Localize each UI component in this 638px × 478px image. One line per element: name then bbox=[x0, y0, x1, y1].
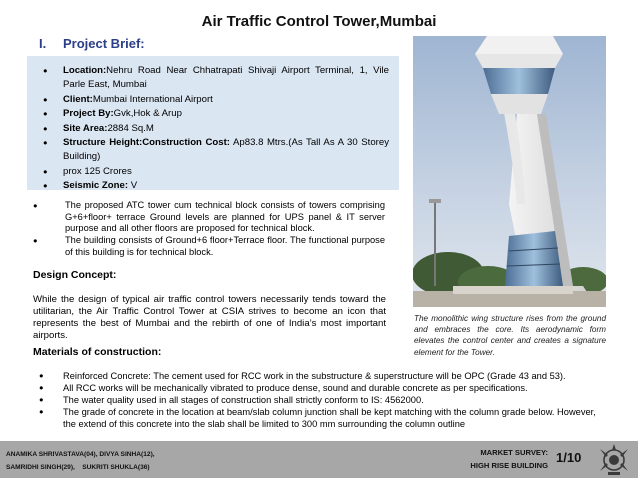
footer-bar bbox=[0, 441, 638, 478]
brief-label: Project By: bbox=[63, 108, 114, 120]
brief-value: Mumbai International Airport bbox=[92, 93, 213, 105]
survey-line: MARKET SURVEY: bbox=[480, 448, 548, 457]
tower-photo bbox=[413, 36, 606, 307]
brief-item-site-area bbox=[43, 122, 389, 136]
brief-list bbox=[43, 64, 389, 194]
photo-caption: The monolithic wing structure rises from the ground and embraces the core. Its aerodynamic form elevates the control center and creates a signature element for the Tower. bbox=[414, 314, 606, 357]
design-concept-heading: Design Concept: bbox=[33, 269, 117, 281]
authors-line: ANAMIKA SHRIVASTAVA(04), DIVYA SINHA(12), bbox=[6, 451, 155, 458]
materials-item: ● The water quality used in all stages of construction shall strictly conform to IS: 4562000. bbox=[39, 394, 609, 406]
brief-label: Location: bbox=[63, 65, 107, 76]
notes-list bbox=[33, 200, 385, 259]
materials-item: ● Reinforced Concrete: The cement used for RCC work in the substructure & superstructure will be OPC (Grade 43 and 53). bbox=[39, 370, 609, 382]
brief-item-seismic-zone bbox=[43, 179, 389, 193]
page-number: 1/10 bbox=[556, 450, 582, 465]
brief-value: Nehru Road Near Chhatrapati Shivaji Airport Terminal, 1, Vile Parle East, Mumbai bbox=[63, 65, 389, 91]
note-item: ● The proposed ATC tower cum technical block consists of towers comprising G+6+floor+ terrace Ground levels are planned for UPS panel & IT server purpose and all other floors are proposed for technical block. bbox=[33, 200, 385, 235]
materials-item: ● All RCC works will be mechanically vibrated to produce dense, sound and durable concrete as per specifications. bbox=[39, 382, 609, 394]
materials-item: ● The grade of concrete in the location at beam/slab column junction shall be kept matching with the column grade below. However, the extend of this concrete into the slab shall be limited to 300 mm surrounding the column outline bbox=[39, 406, 609, 430]
design-concept-text: While the design of typical air traffic control towers necessarily tends toward the utilitarian, the Air Traffic Control Tower at CSIA strives to become an icon that represents the best of Mumbai and the rebirth of one of India’s most important airports. bbox=[33, 294, 386, 341]
note-item: ● The building consists of Ground+6 floor+Terrace floor. The functional purpose of this building is for technical block. bbox=[33, 235, 385, 258]
materials-heading: Materials of construction: bbox=[33, 346, 162, 358]
project-brief-box bbox=[27, 56, 399, 190]
brief-item-cost-value bbox=[43, 165, 389, 179]
brief-value: V bbox=[128, 180, 138, 192]
emblem-icon bbox=[596, 441, 632, 477]
brief-value: prox 125 Crores bbox=[63, 165, 132, 177]
brief-value: 2884 Sq.M bbox=[107, 122, 154, 134]
brief-label: Seismic Zone: bbox=[63, 180, 129, 192]
brief-item-location bbox=[43, 64, 389, 93]
brief-label: Site Area: bbox=[63, 122, 108, 134]
section-label: Project Brief: bbox=[63, 36, 145, 51]
survey-line: HIGH RISE BUILDING bbox=[470, 460, 548, 470]
brief-item-client bbox=[43, 93, 389, 107]
brief-label: Client: bbox=[63, 93, 93, 105]
materials-list bbox=[39, 370, 609, 430]
section-heading bbox=[39, 36, 145, 51]
brief-label: Structure Height:Construction Cost: bbox=[63, 137, 230, 149]
page-title: Air Traffic Control Tower,Mumbai bbox=[201, 13, 437, 30]
section-number: I. bbox=[39, 36, 47, 51]
brief-item-project-by bbox=[43, 107, 389, 121]
brief-item-height-cost bbox=[43, 136, 389, 165]
authors-line: SAMRIDHI SINGH(29), SUKRITI SHUKLA(36) bbox=[6, 464, 150, 471]
brief-value: Ap83.8 Mtrs.(As Tall As A 30 Storey Building) bbox=[63, 137, 389, 163]
survey-label bbox=[450, 447, 548, 472]
brief-value: Gvk,Hok & Arup bbox=[113, 108, 182, 120]
authors bbox=[6, 448, 155, 474]
